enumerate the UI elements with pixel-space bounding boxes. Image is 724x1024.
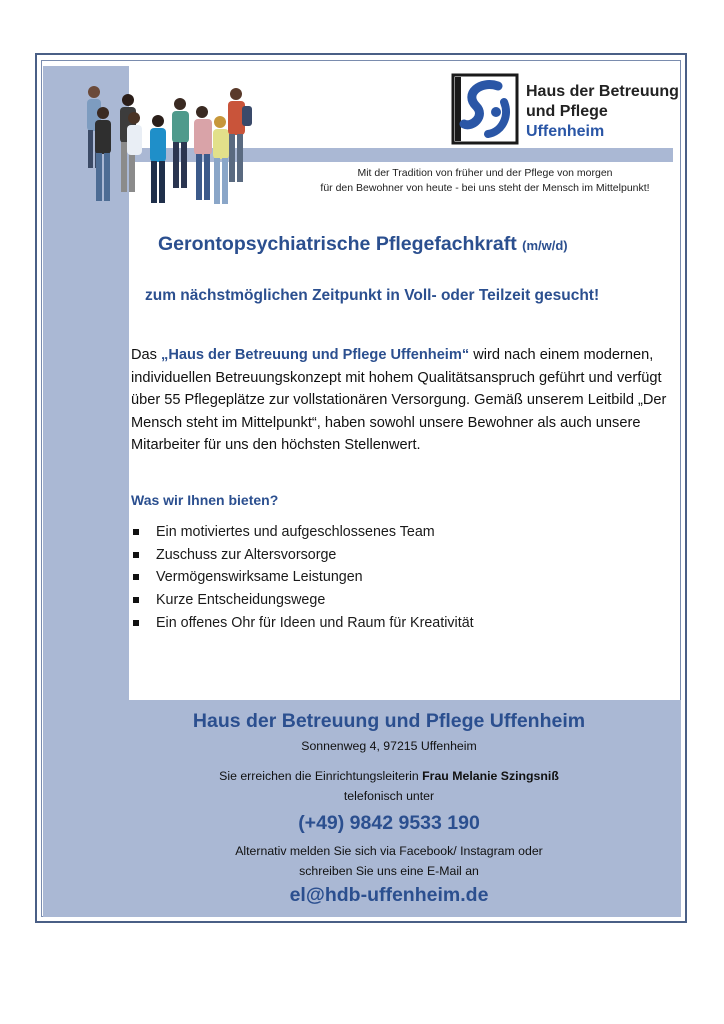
list-item-text: Ein motiviertes und aufgeschlossenes Team (156, 524, 435, 540)
contact-phone[interactable]: (+49) 9842 9533 190 (298, 812, 480, 834)
offer-heading: Was wir Ihnen bieten? (131, 492, 279, 508)
contact-alternative (129, 841, 649, 881)
contact-address: Sonnenweg 4, 97215 Uffenheim (301, 739, 477, 753)
institution-logo (450, 72, 520, 146)
logo-wordmark (526, 82, 679, 142)
tagline-line-2: für den Bewohner von heute - bei uns steht der Mensch im Mittelpunkt! (320, 182, 650, 194)
intro-lead: Das (131, 347, 162, 363)
job-subtitle: zum nächstmöglichen Zeitpunkt in Voll- oder Teilzeit gesucht! (145, 287, 600, 304)
job-gender: (m/w/d) (522, 238, 568, 253)
contact-by-phone: telefonisch unter (343, 789, 435, 803)
contact-reach-line (129, 766, 649, 806)
contact-block (129, 700, 649, 907)
list-item-text: Zuschuss zur Altersvorsorge (156, 546, 337, 563)
offer-list (131, 521, 474, 635)
tagline-line-1: Mit der Tradition von früher und der Pflege von morgen (357, 167, 613, 179)
list-item (131, 589, 474, 612)
logo-line-1: Haus der Betreuung (526, 83, 679, 100)
bullet-icon (133, 552, 139, 558)
list-item-text: Ein offenes Ohr für Ideen und Raum für Kreativität (156, 614, 474, 631)
list-item (131, 566, 474, 589)
tagline (290, 166, 680, 196)
intro-house-name: „Haus der Betreuung und Pflege Uffenheim“ (161, 347, 470, 363)
list-item (131, 521, 474, 544)
contact-email[interactable]: el@hdb-uffenheim.de (289, 884, 489, 906)
bullet-icon (133, 574, 139, 580)
intro-rest: wird nach einem modernen, individuellen Betreuungskonzept mit hohem Qualitätsanspruch geführt und verfügt über 55 Pflegeplätze zur vollstationären Versorgung. Gemäß unserem Leitbild „Der Mensch steht im Mittelpunkt“, haben sowohl unsere Bewohner als auch unsere Mitarbeiter für uns den höchsten Stellenwert. (131, 347, 667, 454)
people-group-illustration (76, 80, 266, 215)
list-item (131, 612, 474, 635)
logo-line-3: Uffenheim (526, 123, 605, 140)
intro-paragraph (131, 344, 679, 457)
contact-name: Haus der Betreuung und Pflege Uffenheim (192, 710, 586, 732)
job-title (158, 233, 568, 256)
bullet-icon (133, 529, 139, 535)
bullet-icon (133, 620, 139, 626)
job-title-text: Gerontopsychiatrische Pflegefachkraft (158, 233, 517, 255)
contact-person: Frau Melanie Szingsniß (422, 769, 559, 783)
list-item (131, 544, 474, 567)
list-item-text: Vermögenswirksame Leistungen (156, 569, 363, 586)
list-item-text: Kurze Entscheidungswege (156, 592, 326, 609)
contact-alt-line-1: Alternativ melden Sie sich via Facebook/ Instagram oder (235, 844, 543, 858)
bullet-icon (133, 597, 139, 603)
contact-reach-prefix: Sie erreichen die Einrichtungsleiterin (219, 769, 423, 783)
logo-line-2: und Pflege (526, 103, 608, 120)
contact-alt-line-2: schreiben Sie uns eine E-Mail an (299, 864, 479, 878)
